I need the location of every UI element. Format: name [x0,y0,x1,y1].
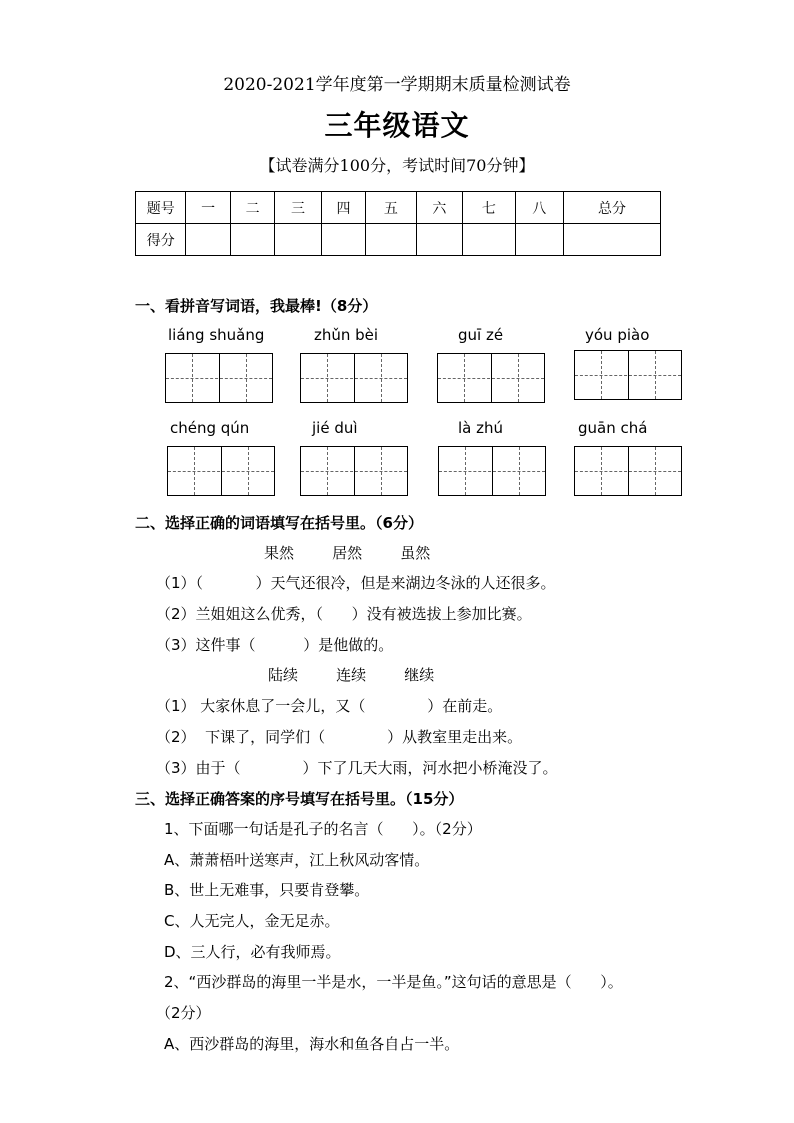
score-table-header-row [136,192,661,224]
score-input-cell[interactable] [416,224,462,256]
score-table-cell: 一 [186,192,230,224]
question-line: （1）（ ）天气还很冷，但是来湖边冬泳的人还很多。 [156,574,556,592]
question-line: （3）这件事（ ）是他做的。 [156,636,394,654]
writing-grid[interactable] [165,353,273,403]
score-table-cell: 二 [230,192,274,224]
score-input-cell[interactable] [186,224,230,256]
pinyin-label: zhǔn bèi [314,326,379,344]
score-table-cell: 八 [515,192,563,224]
writing-grid[interactable] [574,446,682,496]
question-line: 1、下面哪一句话是孔子的名言（ ）。（2分） [164,820,482,838]
score-table-cell: 七 [463,192,516,224]
exam-info: 【试卷满分100分，考试时间70分钟】 [259,156,535,175]
pinyin-label: guān chá [578,419,648,437]
writing-grid[interactable] [300,353,408,403]
score-input-cell[interactable] [564,224,661,256]
question-line: （2） 下课了，同学们（ ）从教室里走出来。 [156,728,523,746]
score-input-cell[interactable] [366,224,416,256]
exam-header-line: 2020-2021学年度第一学期期末质量检测试卷 [223,75,571,95]
pinyin-label: yóu piào [585,326,650,344]
option-line: D、三人行，必有我师焉。 [164,943,341,961]
word-choices: 果然 居然 虽然 [264,544,431,562]
score-table-cell: 三 [275,192,321,224]
score-table-cell: 题号 [136,192,186,224]
writing-grid[interactable] [438,446,546,496]
score-table-cell: 五 [366,192,416,224]
question-line: （1） 大家休息了一会儿，又（ ）在前走。 [156,697,503,715]
pinyin-label: là zhú [458,419,504,437]
score-input-cell[interactable] [230,224,274,256]
exam-title: 三年级语文 [324,109,470,142]
points-label: （2分） [156,1004,211,1022]
question-line: （2）兰姐姐这么优秀，（ ）没有被选拔上参加比赛。 [156,605,532,623]
score-table-cell: 四 [321,192,365,224]
score-table-cell: 总分 [564,192,661,224]
writing-grid[interactable] [437,353,545,403]
pinyin-label: chéng qún [170,419,250,437]
writing-grid[interactable] [300,446,408,496]
writing-grid[interactable] [167,446,275,496]
score-input-cell[interactable] [515,224,563,256]
pinyin-label: liáng shuǎng [168,326,265,344]
word-choices: 陆续 连续 继续 [268,666,435,684]
section1-heading: 一、看拼音写词语，我最棒!（8分） [135,297,378,315]
pinyin-label: guī zé [458,326,504,344]
question-line: （3）由于（ ）下了几天大雨，河水把小桥淹没了。 [156,759,558,777]
section3-heading: 三、选择正确答案的序号填写在括号里。（15分） [135,790,464,808]
score-table-cell: 得分 [136,224,186,256]
pinyin-label: jié duì [312,419,358,437]
writing-grid[interactable] [574,350,682,400]
score-table-score-row [136,224,661,256]
option-line: A、西沙群岛的海里，海水和鱼各自占一半。 [164,1035,460,1053]
score-table-cell: 六 [416,192,462,224]
question-line: 2、“西沙群岛的海里一半是水，一半是鱼。”这句话的意思是（ ）。 [164,973,623,991]
score-table [135,191,661,256]
option-line: B、世上无难事，只要肯登攀。 [164,881,370,899]
section2-heading: 二、选择正确的词语填写在括号里。（6分） [135,514,423,532]
option-line: C、人无完人，金无足赤。 [164,912,340,930]
score-input-cell[interactable] [463,224,516,256]
score-input-cell[interactable] [275,224,321,256]
score-input-cell[interactable] [321,224,365,256]
option-line: A、萧萧梧叶送寒声，江上秋风动客情。 [164,851,430,869]
